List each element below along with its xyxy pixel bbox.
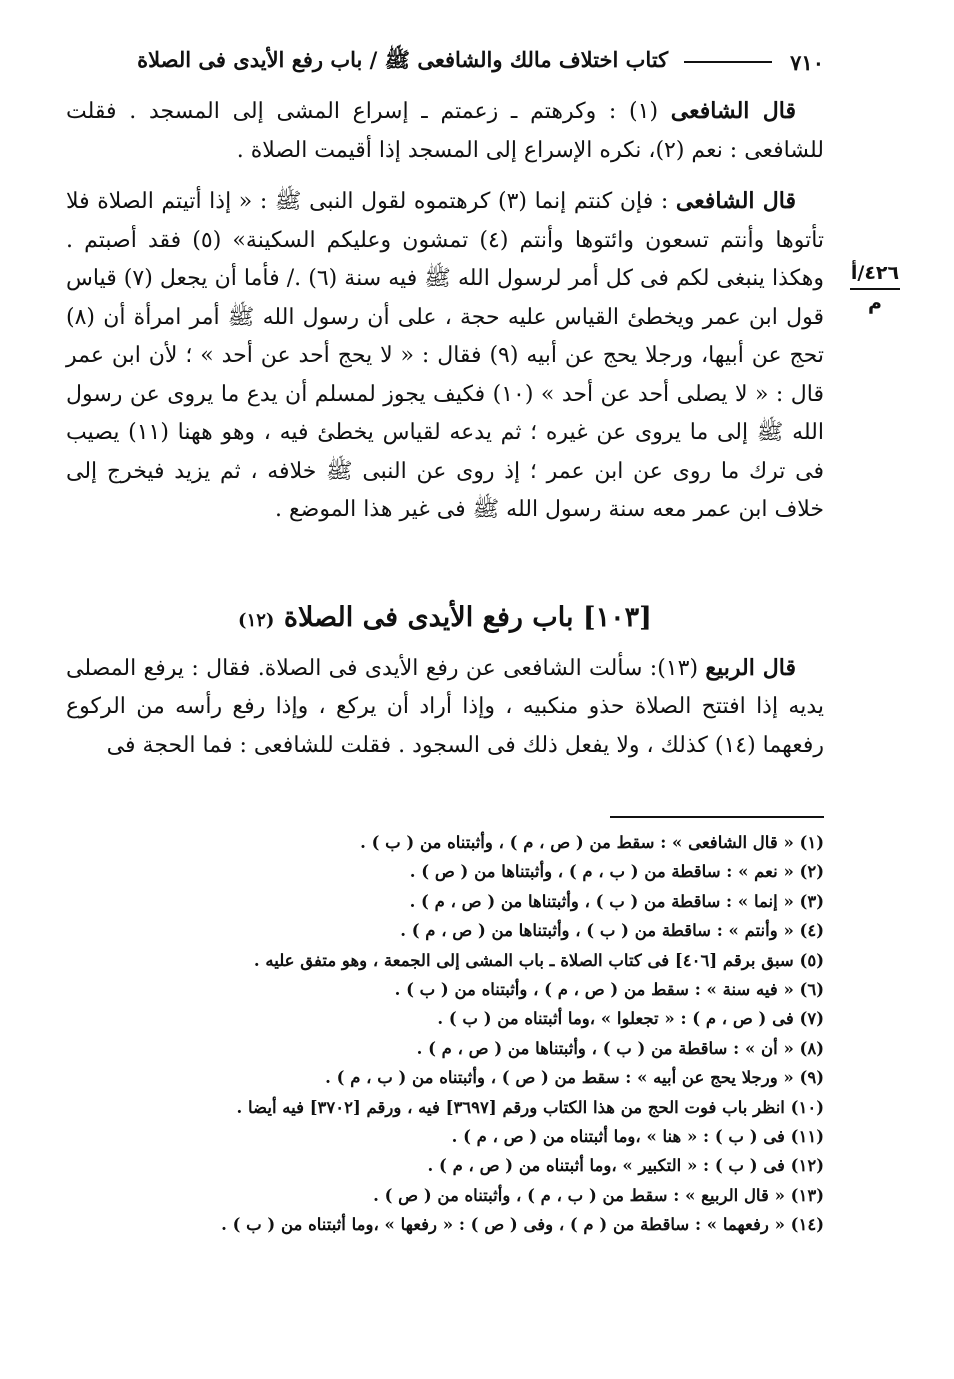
main-text [66,92,824,777]
footnote: (١٣) « قال الربيع » : سقط من ( ب ، م ) ، وأثبتناه من ( ص ) . [373,1185,824,1205]
paragraph-2 [66,182,824,530]
footnote: (٤) « وأنتم » : ساقطة من ( ب ) ، وأثبتناها من ( ص ، م ) . [400,921,824,941]
header-rule [684,61,772,63]
footnote: (١١) فى ( ب ) : « هنا » ،وما أثبتناه من ( ص ، م ) . [451,1127,824,1147]
manuscript-folio: ٤٢٦/أ [850,262,900,284]
footnote: (٦) « فيه سنة » : سقط من ( ص ، م ) ، وأثبتناه من ( ب ) . [394,980,824,1000]
page-number: ٧١٠ [790,49,824,75]
paragraph-text: : فإن كنتم إنما (٣) كرهتموه لقول النبى ﷺ : « إذا أتيتم الصلاة فلا تأتوها وأنتم تسعون وائتوها وأنتم (٤) تمشون وعليكم السكينة» (٥) فقد أصبتم . وهكذا ينبغى لكم فى كل أمر لرسول الله ﷺ فيه سنة (٦) ./ فأما أن يجعل (٧) قياس قول ابن عمر ويخطئ القياس عليه حجة ، على أن رسول الله ﷺ أمر امرأة أن (٨) تحج عن أبيها، ورجلا يحج عن أبيه (٩) فقال : « لا يحج أحد عن أحد » ؛ لأن ابن عمر قال : « لا يصلى أحد عن أحد » (١٠) فكيف يجوز لمسلم أن يدع ما يروى عن رسول الله ﷺ إلى ما يروى عن غيره ؛ ثم يدعه لقياس يخطئ فيه ، وهو ههنا (١١) يصيب فى ترك ما روى عن ابن عمر ؛ إذ روى عن النبى ﷺ خلافه ، ثم يزيد فيخرج إلى خلاف ابن عمر معه سنة رسول الله ﷺ فى غير هذا الموضع . [66,189,825,522]
footnote: (٧) فى ( ص ، م ) : « تجعلوا » ،وما أثبتناه من ( ب ) . [437,1009,824,1029]
footnote: (٣) « إنما » : ساقطة من ( ب ) ، وأثبتناها من ( ص ، م ) . [409,891,824,911]
footnote: (٨) « أن » : ساقطة من ( ب ) ، وأثبتناها من ( ص ، م ) . [416,1038,824,1058]
section-note-ref: (١٢) [238,609,275,631]
footnote: (١٤) « رفعهما » : ساقطة من ( م ) ، وفى ( ص ) : « رفعها » ،وما أثبتناه من ( ب ) . [221,1215,824,1235]
paragraph-1 [66,92,824,170]
header-title: كتاب اختلاف مالك والشافعى ﷺ / باب رفع الأيدى فى الصلاة [137,46,669,72]
speaker-lead: قال الشافعى [675,188,796,214]
paragraph-text: (١) : وكرهتم ـ زعمتم ـ إسراع المشى إلى المسجد . فقلت للشافعى : نعم (٢)، نكره الإسراع إلى المسجد إذا أقيمت الصلاة . [66,99,824,163]
footnote: (٢) « نعم » : ساقطة من ( ب ، م ) ، وأثبتناها من ( ص ) . [409,862,824,882]
section-heading [66,596,824,643]
running-header [66,42,824,82]
footnote: (١٢) فى ( ب ) : « التكبير » ،وما أثبتناه من ( ص ، م ) . [427,1156,824,1176]
speaker-lead: قال الربيع [705,654,796,681]
manuscript-siglum: م [868,292,882,314]
paragraph-3 [66,649,824,766]
footnotes [150,828,824,1240]
footnote-separator [610,816,824,818]
paragraph-text: (١٣): سألت الشافعى عن رفع الأيدى فى الصلاة. فقال : يرفع المصلى يديه إذا افتتح الصلاة حذو منكبيه ، وإذا أراد أن يركع ، وإذا رفع رأسه من الركوع رفعهما (١٤) كذلك ، ولا يفعل ذلك فى السجود . فقلت للشافعى : فما الحجة فى [66,655,824,758]
footnote: (١) « قال الشافعى » : سقط من ( ص ، م ) ، وأثبتناه من ( ب ) . [360,833,824,852]
speaker-lead: قال الشافعى [670,98,796,124]
section-title: [١٠٣] باب رفع الأيدى فى الصلاة [283,601,652,633]
margin-reference [846,262,904,314]
section-gap [66,542,824,588]
footnote: (٩) « ورجلا يحج عن أبيه » : سقط من ( ص ) ، وأثبتناه من ( ب ، م ) . [325,1068,824,1088]
footnote: (٥) سبق برقم [٤٠٦] فى كتاب الصلاة ـ باب المشى إلى الجمعة ، وهو متفق عليه . [253,950,824,970]
footnote: (١٠) انظر باب فوت الحج من هذا الكتاب ورقم [٣٦٩٧] فيه ، ورقم [٣٧٠٢] فيه أيضا . [236,1097,824,1117]
